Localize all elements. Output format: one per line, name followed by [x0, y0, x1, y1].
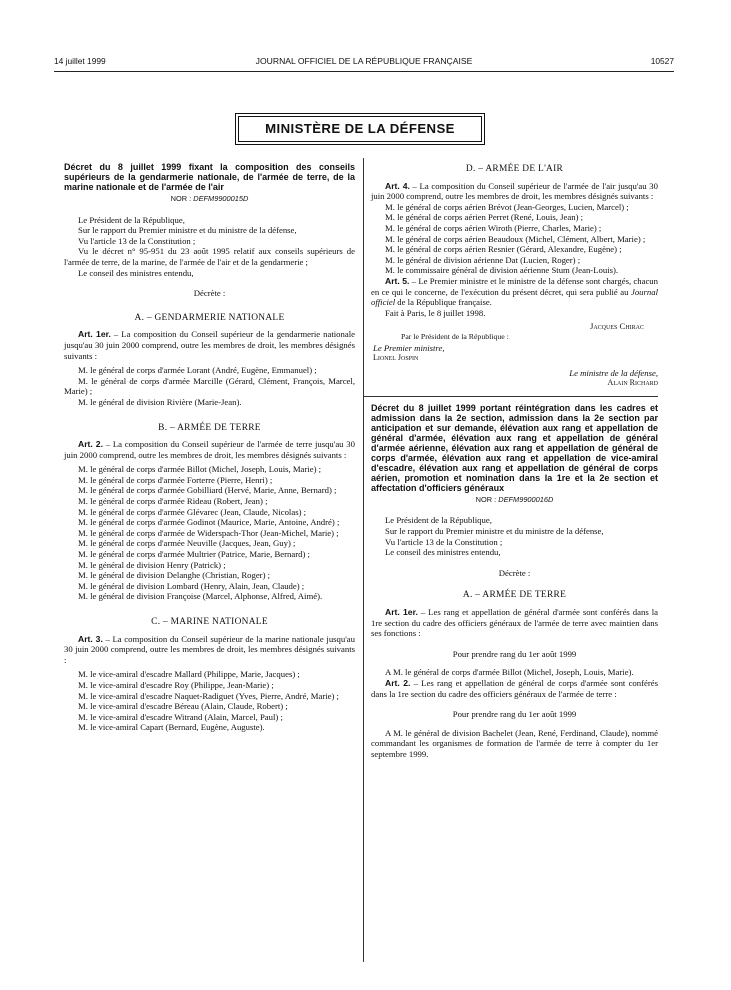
member-line: M. le général de corps d'armée Lorant (André, Eugène, Emmanuel) ; — [78, 365, 317, 376]
premier-ministre-title: Le Premier ministre, — [373, 342, 445, 353]
member-line: M. le général de division aérienne Dat (Lucien, Roger) ; — [385, 254, 581, 265]
article-label: Art. 2. — [78, 439, 103, 450]
member-line: M. le vice-amiral d'escadre Roy (Philippe, Jean-Marie) ; — [78, 679, 274, 690]
article-3 — [64, 634, 355, 666]
member-line: M. le vice-amiral d'escadre Béreau (Alain, Claude, Robert) ; — [78, 701, 288, 712]
appointee: A M. le général de corps d'armée Billot (Michel, Joseph, Louis, Marie). — [385, 667, 634, 678]
member-line: M. le général de corps d'armée de Widerspach-Thor (Jean-Michel, Marie) ; — [78, 527, 339, 538]
member-line: M. le général de corps d'armée Multrier (Patrice, Marie, Bernard) ; — [78, 549, 310, 560]
member-line: M. le général de division Rivière (Marie-Jean). — [78, 396, 242, 407]
section-heading-b: B. – ARMÉE DE TERRE — [158, 422, 261, 433]
article-text: de la République française. — [395, 297, 492, 308]
premier-ministre-name: Lionel Jospin — [373, 353, 419, 363]
member-line: M. le général de corps d'armée Marcille (Gérard, Clément, François, Marcel, Marie) ; — [64, 375, 355, 397]
article-label: Art. 1er. — [385, 607, 418, 618]
preamble-line: Le Président de la République, — [385, 515, 492, 526]
preamble-line: Vu le décret n° 95-951 du 23 août 1995 relatif aux conseils supérieurs de l'armée de terre, de la marine, de l'armée de l'air et de la gendarmerie ; — [64, 246, 355, 267]
par-le-president: Par le Président de la République : — [401, 331, 509, 341]
article-text: – Les rang et appellation de général d'armée sont conférés dans la 1re section du cadre des officiers généraux de l'armée de terre avec maintien dans ses fonctions : — [371, 607, 658, 639]
preamble-line: Le Président de la République, — [78, 214, 185, 225]
member-line: M. le général de corps aérien Beaudoux (Michel, Clément, Albert, Marie) ; — [385, 233, 646, 244]
article-5 — [371, 276, 658, 308]
decree2-article-1 — [371, 607, 658, 639]
journal-officiel-italic: Journal officiel — [371, 286, 658, 308]
decree1-decrete: Décrète : — [193, 288, 226, 299]
section-heading-a: A. – GENDARMERIE NATIONALE — [134, 312, 285, 323]
ministry-title-box: MINISTÈRE DE LA DÉFENSE — [238, 116, 482, 142]
decree1-nor-label: NOR : — [170, 194, 192, 203]
column-separator — [363, 158, 364, 962]
left-column — [64, 162, 355, 733]
preamble-line: Vu l'article 13 de la Constitution ; — [385, 536, 503, 547]
member-line: M. le vice-amiral d'escadre Naquet-Radiguet (Yves, Pierre, André, Marie) ; — [78, 690, 339, 701]
header-date: 14 juillet 1999 — [54, 56, 106, 66]
article-label: Art. 5. — [385, 275, 410, 286]
fait-a-paris: Fait à Paris, le 8 juillet 1998. — [385, 307, 486, 318]
ministre-defense-name: Alain Richard — [607, 378, 658, 388]
member-line: M. le général de corps d'armée Gobilliard (Hervé, Marie, Anne, Bernard) ; — [78, 485, 337, 496]
header-rule — [54, 71, 674, 72]
member-line: M. le général de corps d'armée Neuville (Jacques, Jean, Guy) ; — [78, 538, 296, 549]
member-line: M. le général de corps d'armée Rideau (Robert, Jean) ; — [78, 496, 268, 507]
decree2-decrete: Décrète : — [498, 567, 531, 578]
decree-separator — [363, 396, 658, 397]
member-line: M. le général de division Delanghe (Christian, Roger) ; — [78, 570, 271, 581]
member-line: M. le vice-amiral Capart (Bernard, Eugène, Auguste). — [78, 722, 265, 733]
right-column — [371, 162, 658, 760]
article-label: Art. 2. — [385, 678, 411, 688]
decree2-section-heading: A. – ARMÉE DE TERRE — [462, 590, 567, 601]
member-line: M. le général de corps d'armée Forterre (Pierre, Henri) ; — [78, 474, 273, 485]
decree2-preamble — [371, 515, 658, 557]
member-line: M. le général de corps d'armée Godinot (Maurice, Marie, Antoine, André) ; — [78, 517, 340, 528]
member-line: M. le général de corps aérien Wiroth (Pierre, Charles, Marie) ; — [385, 222, 602, 233]
member-line: M. le commissaire général de division aérienne Stum (Jean-Louis). — [385, 265, 619, 276]
decree1-nor — [64, 194, 355, 205]
article-label: Art. 3. — [78, 633, 103, 644]
rank-date: Pour prendre rang du 1er août 1999 — [452, 709, 577, 720]
article-text: – La composition du Conseil supérieur de la marine nationale jusqu'au 30 juin 2000 comprend, outre les membres de droit, les membres désignés suivants : — [64, 633, 355, 665]
decree2-nor — [371, 495, 658, 506]
article-text: – La composition du Conseil supérieur de la gendarmerie nationale jusqu'au 30 juin 2000 comprend, outre les membres de droit, les membres désignés suivants : — [64, 329, 355, 361]
member-line: M. le général de division Françoise (Marcel, Alphonse, Alfred, Aimé). — [78, 591, 323, 602]
decree2-nor-label: NOR : — [475, 494, 497, 504]
page-header — [54, 56, 674, 70]
header-journal-title: JOURNAL OFFICIEL DE LA RÉPUBLIQUE FRANÇAISE — [255, 56, 473, 66]
preamble-line: Sur le rapport du Premier ministre et du ministre de la défense, — [385, 526, 604, 537]
appointee: A M. le général de division Bachelet (Jean, René, Ferdinand, Claude), nommé commandant les organismes de formation de l'armée de terre à compter du 1er septembre 1999. — [371, 727, 658, 759]
header-page-number: 10527 — [650, 56, 674, 66]
article-label: Art. 1er. — [78, 329, 111, 340]
preamble-line: Sur le rapport du Premier ministre et du ministre de la défense, — [78, 225, 297, 236]
member-line: M. le général de corps aérien Brévot (Jean-Georges, Lucien, Marcel) ; — [385, 201, 629, 212]
section-heading-c: C. – MARINE NATIONALE — [151, 617, 268, 627]
preamble-line: Le conseil des ministres entendu, — [385, 547, 501, 558]
decree2-title: Décret du 8 juillet 1999 portant réintégration dans les cadres et admission dans la 2e section, admission dans la 2e section par anticipation et sur demande, élévation aux rang et appellation de général d'armée, élévation aux rang et appellation de général d'armée aérienne, élévation aux rang et appellation de général de corps d'armée, élévation aux rang et appellation de vice-amiral d'escadre, élévation aux rang et appellation de général de corps aérien, promotion et nomination dans la 1re et la 2e section et affectation d'officiers généraux — [371, 402, 658, 493]
signer-president: Jacques Chirac — [589, 321, 644, 332]
decree1-nor-code: DEFM9900015D — [193, 194, 249, 203]
article-1 — [64, 329, 355, 361]
member-line: M. le général de corps d'armée Glévarec (Jean, Claude, Nicolas) ; — [78, 506, 307, 517]
section-heading-d: D. – ARMÉE DE L'AIR — [465, 164, 564, 174]
decree1-title: Décret du 8 juillet 1999 fixant la composition des conseils supérieurs de la gendarmerie nationale, de l'armée de terre, de la marine nationale et de l'armée de l'air — [64, 162, 355, 192]
decree2-article-2 — [371, 678, 658, 699]
member-line: M. le général de division Lombard (Henry, Alain, Jean, Claude) ; — [78, 580, 305, 591]
article-text: – La composition du Conseil supérieur de l'armée de l'air jusqu'au 30 juin 2000 comprend, outre les membres de droit, les membres désignés suivants : — [371, 180, 658, 202]
article-text: – Les rang et appellation de général de corps d'armée sont conférés dans la 1re section du cadre des officiers généraux de l'armée de terre : — [371, 678, 658, 699]
article-text: – Le Premier ministre et le ministre de la défense sont chargés, chacun en ce qui le concerne, de l'exécution du présent décret, qui sera publié au — [371, 275, 658, 297]
article-label: Art. 4. — [385, 180, 410, 191]
member-line: M. le vice-amiral d'escadre Mallard (Philippe, Marie, Jacques) ; — [78, 669, 300, 680]
rank-date: Pour prendre rang du 1er août 1999 — [452, 648, 577, 659]
article-text: – La composition du Conseil supérieur de l'armée de terre jusqu'au 30 juin 2000 comprend, outre les membres de droit, les membres désignés suivants : — [64, 439, 355, 460]
decree2-nor-code: DEFM9900016D — [498, 494, 554, 504]
member-line: M. le vice-amiral d'escadre Witrand (Alain, Marcel, Paul) ; — [78, 711, 283, 722]
member-line: M. le général de division Henry (Patrick) ; — [78, 559, 226, 570]
member-line: M. le général de corps d'armée Billot (Michel, Joseph, Louis, Marie) ; — [78, 464, 322, 475]
preamble-line: Le conseil des ministres entendu, — [78, 267, 194, 278]
member-line: M. le général de corps aérien Perret (René, Louis, Jean) ; — [385, 212, 584, 223]
article-4 — [371, 181, 658, 202]
preamble-line: Vu l'article 13 de la Constitution ; — [78, 235, 196, 246]
decree1-preamble — [64, 215, 355, 279]
member-line: M. le général de corps aérien Resnier (Gérard, Alexandre, Eugène) ; — [385, 244, 622, 255]
article-2 — [64, 439, 355, 460]
ministre-defense-title: Le ministre de la défense, — [569, 367, 658, 378]
